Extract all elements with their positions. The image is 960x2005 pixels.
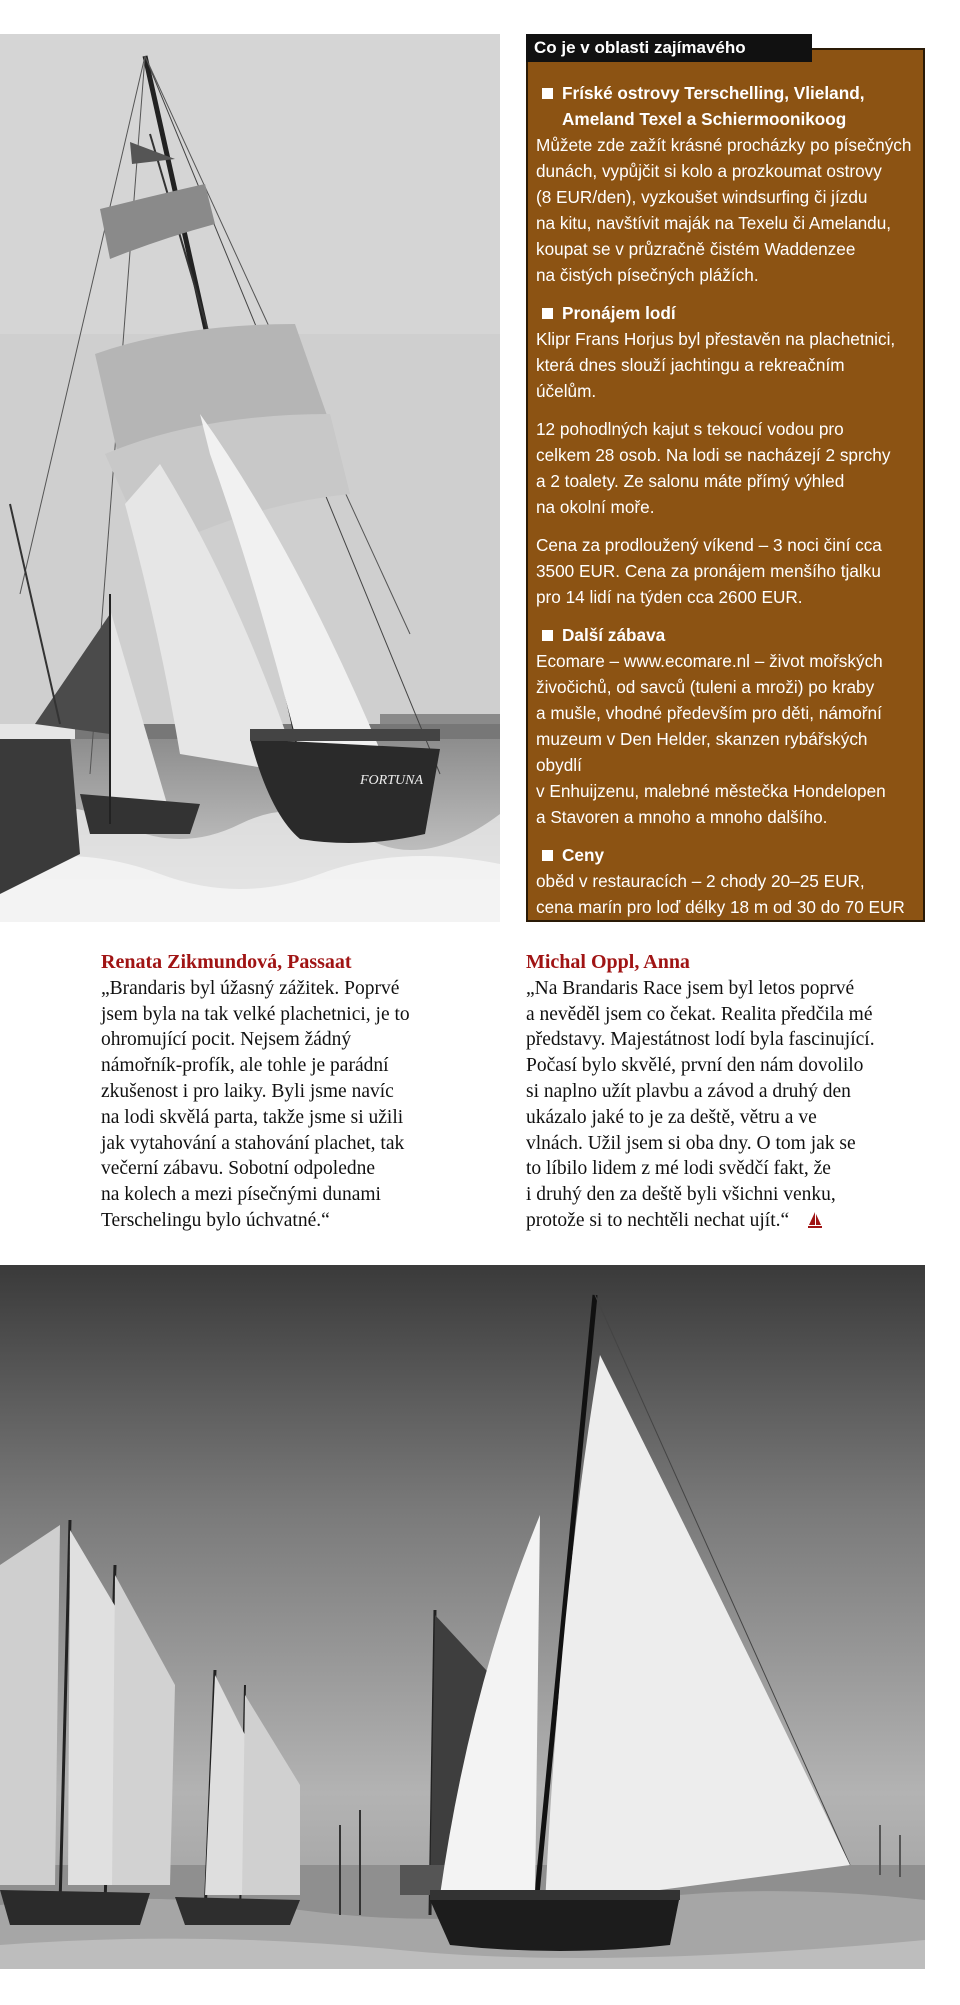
quote-line: námořník-profík, ale tohle je parádní [101, 1055, 389, 1077]
quote-line: i druhý den za deště byli všichni venku, [526, 1184, 836, 1206]
text-line: Klipr Frans Horjus byl přestavěn na plachetnici, [536, 329, 896, 349]
quote-line: „Brandaris byl úžasný zážitek. Poprvé [101, 977, 400, 999]
quote-line: jsem byla na tak velké plachetnici, je to [101, 1003, 410, 1025]
text-line: oběd v restauracích – 2 chody 20–25 EUR, [536, 871, 865, 891]
square-bullet-icon [542, 850, 553, 861]
text-line: celkem 28 osob. Na lodi se nacházejí 2 sprchy [536, 445, 891, 465]
text-line: na okolní moře. [536, 497, 655, 517]
quote-line: a nevěděl jsem co čekat. Realita předčila mé [526, 1003, 873, 1025]
info-box-title: Co je v oblasti zajímavého [526, 34, 812, 62]
square-bullet-icon [542, 308, 553, 319]
text-line: Ecomare – www.ecomare.nl – život mořských [536, 651, 883, 671]
text-line: a 2 toalety. Ze salonu máte přímý výhled [536, 471, 845, 491]
text-line: která dnes slouží jachtingu a rekreačním [536, 355, 845, 375]
regatta-illustration [0, 1265, 925, 1969]
section-text [536, 648, 913, 830]
quote-author: Renata Zikmundová, Passaat [101, 951, 352, 973]
section-heading-boat-rental: Pronájem lodí [536, 300, 913, 326]
quote-line: vlnách. Užil jsem si oba dny. O tom jak se [526, 1132, 856, 1154]
square-bullet-icon [542, 88, 553, 99]
text-line: pro 14 lidí na týden cca 2600 EUR. [536, 587, 803, 607]
quote-line: „Na Brandaris Race jsem byl letos poprvé [526, 977, 855, 999]
section-heading-line-1: Fríské ostrovy Terschelling, Vlieland, [562, 83, 865, 103]
quote-line: protože si to nechtěli nechat ujít.“ [526, 1209, 790, 1231]
section-heading-line-2: Ameland Texel a Schiermoonikoog [562, 109, 847, 129]
section-text [536, 532, 913, 610]
quote-line: si naplno užít plavbu a závod a druhý den [526, 1080, 851, 1102]
quote-text [101, 976, 501, 1234]
quote-line: jak vytahování a stahování plachet, tak [101, 1132, 405, 1154]
quote-line: ohromující pocit. Nejsem žádný [101, 1029, 352, 1051]
sailboat-end-icon [807, 1211, 823, 1229]
square-bullet-icon [542, 630, 553, 641]
section-heading-frisian-islands [536, 80, 913, 132]
text-line: 3500 EUR. Cena za pronájem menšího tjalku [536, 561, 881, 581]
text-line: Cena za prodloužený víkend – 3 noci činí cca [536, 535, 882, 555]
quote-line: na kolech a mezi písečnými dunami [101, 1184, 381, 1206]
quote-left [101, 950, 501, 1234]
text-line: muzeum v Den Helder, skanzen rybářských obydlí [536, 729, 868, 775]
quote-line: zkušenost i pro laiky. Byli jsme navíc [101, 1080, 394, 1102]
text-line: (8 EUR/den), vyzkoušet windsurfing či jízdu [536, 187, 868, 207]
quote-line: Terschelingu bylo úchvatné.“ [101, 1209, 330, 1231]
text-line: a Stavoren a mnoho a mnoho dalšího. [536, 807, 828, 827]
text-line: dunách, vypůjčit si kolo a prozkoumat ostrovy [536, 161, 882, 181]
text-line: účelům. [536, 381, 597, 401]
tall-ship-photo-top [0, 34, 500, 922]
text-line: koupat se v průzračně čistém Waddenzee [536, 239, 856, 259]
text-line: živočichů, od savců (tuleni a mroži) po kraby [536, 677, 875, 697]
section-text [536, 416, 913, 520]
quote-author: Michal Oppl, Anna [526, 951, 690, 973]
quote-line: Počasí bylo skvělé, první den nám dovolilo [526, 1055, 864, 1077]
section-heading-entertainment: Další zábava [536, 622, 913, 648]
regatta-photo-bottom [0, 1265, 925, 1969]
quote-line: to líbilo lidem z mé lodi svědčí fakt, že [526, 1158, 831, 1180]
text-line: v Enhuijzenu, malebné městečka Hondelopen [536, 781, 886, 801]
quote-line: představy. Majestátnost lodí byla fascinující. [526, 1029, 875, 1051]
info-box [526, 48, 925, 922]
quote-line: na lodi skvělá parta, takže jsme si užili [101, 1106, 404, 1128]
section-text [536, 868, 913, 920]
section-text [536, 132, 913, 288]
text-line: 12 pohodlných kajut s tekoucí vodou pro [536, 419, 844, 439]
text-line: a mušle, vhodné především pro děti, námořní [536, 703, 882, 723]
quote-line: ukázalo jaké to je za deště, větru a ve [526, 1106, 817, 1128]
quote-line: večerní zábavu. Sobotní odpoledne [101, 1158, 375, 1180]
tall-ship-illustration [0, 34, 500, 922]
quote-right [526, 950, 936, 1234]
quote-text [526, 976, 936, 1234]
text-line: na kitu, navštívit maják na Texelu či Amelandu, [536, 213, 892, 233]
text-line: na čistých písečných plážích. [536, 265, 759, 285]
section-text [536, 326, 913, 404]
text-line: Můžete zde zažít krásné procházky po písečných [536, 135, 912, 155]
text-line: cena marín pro loď délky 18 m od 30 do 70 EUR [536, 897, 905, 917]
ship-name-label: FORTUNA [360, 773, 423, 788]
section-heading-prices: Ceny [536, 842, 913, 868]
